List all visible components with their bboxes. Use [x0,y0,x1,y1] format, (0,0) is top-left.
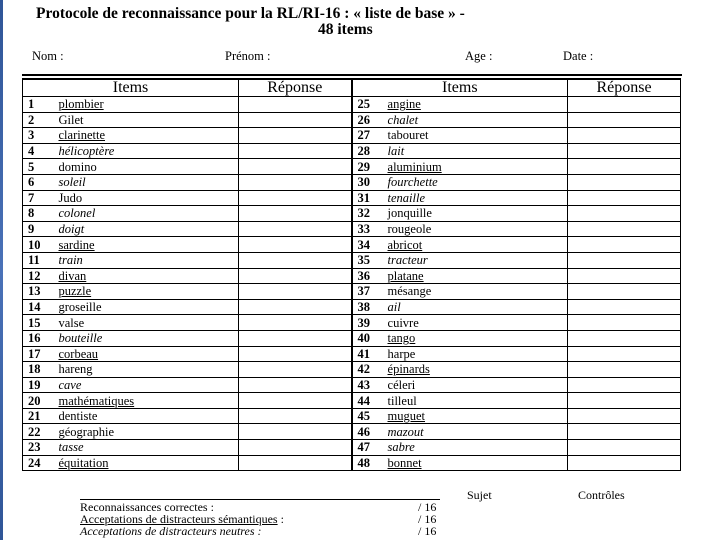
item-word-cell [53,268,239,284]
item-number: 36 [352,268,382,284]
summary-neutral-label: Acceptations de distracteurs neutres : [80,524,262,538]
item-number: 24 [23,455,53,471]
table-row [23,393,681,409]
summary-neutral [80,524,437,539]
item-word: domino [58,159,97,174]
item-word: cave [58,377,82,392]
header-rule [22,74,682,76]
item-word-cell [382,377,568,393]
item-number: 39 [352,315,382,331]
table-row [23,424,681,440]
response-cell[interactable] [239,284,352,300]
response-cell[interactable] [239,237,352,253]
response-cell[interactable] [568,362,681,378]
item-number: 19 [23,377,53,393]
response-cell[interactable] [568,128,681,144]
response-cell[interactable] [239,97,352,113]
item-word: colonel [58,206,96,221]
item-word: groseille [58,300,102,315]
table-row [23,237,681,253]
slide-left-border [0,0,3,540]
response-cell[interactable] [239,393,352,409]
item-word-cell [53,393,239,409]
item-word: hareng [58,362,93,377]
item-word-cell [382,190,568,206]
item-number: 18 [23,362,53,378]
response-cell[interactable] [568,97,681,113]
title-line-1: Protocole de reconnaissance pour la RL/RI-16 : « liste de base » - [36,5,465,22]
item-word: divan [58,268,87,283]
response-cell[interactable] [239,174,352,190]
item-number: 4 [23,143,53,159]
item-number: 37 [352,284,382,300]
field-age: Age : [465,49,493,63]
item-word: mathématiques [58,393,135,408]
item-word-cell [382,143,568,159]
item-number: 27 [352,128,382,144]
item-word: tabouret [387,128,429,143]
item-word: tenaille [387,190,426,205]
item-word: équitation [58,455,109,470]
response-cell[interactable] [239,206,352,222]
item-word-cell [53,299,239,315]
field-prenom: Prénom : [225,49,271,63]
response-cell[interactable] [568,221,681,237]
table-row [23,440,681,456]
response-cell[interactable] [239,377,352,393]
response-cell[interactable] [568,252,681,268]
item-number: 16 [23,330,53,346]
response-cell[interactable] [568,112,681,128]
item-number: 47 [352,440,382,456]
response-cell[interactable] [239,330,352,346]
header-reponse-left: Réponse [239,79,352,97]
item-word-cell [53,346,239,362]
item-number: 10 [23,237,53,253]
item-word: tasse [58,440,84,455]
item-word: abricot [387,237,423,252]
summary-correct-score: / 16 [418,500,437,514]
item-word-cell [53,440,239,456]
item-word: platane [387,268,424,283]
item-word: hélicoptère [58,144,115,159]
response-cell[interactable] [568,455,681,471]
item-word: mésange [387,284,432,299]
response-cell[interactable] [239,408,352,424]
response-cell[interactable] [568,206,681,222]
item-word-cell [53,97,239,113]
response-cell[interactable] [239,362,352,378]
item-word-cell [382,362,568,378]
item-word-cell [382,174,568,190]
item-word-cell [53,455,239,471]
item-number: 1 [23,97,53,113]
response-cell[interactable] [568,330,681,346]
item-word-cell [382,299,568,315]
response-cell[interactable] [239,252,352,268]
item-word: cuivre [387,315,419,330]
response-cell[interactable] [239,440,352,456]
item-word-cell [53,143,239,159]
footer-sujet: Sujet [467,488,492,502]
item-number: 41 [352,346,382,362]
item-number: 38 [352,299,382,315]
item-number: 40 [352,330,382,346]
item-word: ail [387,300,401,315]
item-number: 46 [352,424,382,440]
item-word-cell [382,159,568,175]
item-word: doigt [58,222,85,237]
item-number: 23 [23,440,53,456]
response-cell[interactable] [568,284,681,300]
item-word-cell [382,408,568,424]
item-word: rougeole [387,222,432,237]
item-word: bouteille [58,331,103,346]
response-cell[interactable] [239,299,352,315]
item-word-cell [53,206,239,222]
item-number: 11 [23,252,53,268]
item-number: 32 [352,206,382,222]
item-word-cell [53,174,239,190]
table-row [23,206,681,222]
item-number: 30 [352,174,382,190]
response-cell[interactable] [239,221,352,237]
response-cell[interactable] [239,159,352,175]
item-word: tango [387,331,416,346]
item-word: chalet [387,112,419,127]
item-word: céleri [387,377,416,392]
document-title [36,6,676,38]
table-row [23,221,681,237]
response-cell[interactable] [568,315,681,331]
table-row [23,362,681,378]
response-cell[interactable] [239,128,352,144]
item-number: 34 [352,237,382,253]
table-row [23,159,681,175]
item-word-cell [382,206,568,222]
table-row [23,112,681,128]
item-word-cell [382,221,568,237]
item-word: tracteur [387,253,428,268]
item-number: 2 [23,112,53,128]
item-word: dentiste [58,409,98,424]
summary-correct-label: Reconnaissances correctes : [80,500,214,514]
item-word: épinards [387,362,430,377]
item-number: 8 [23,206,53,222]
table-row [23,284,681,300]
patient-fields [0,49,720,67]
item-number: 26 [352,112,382,128]
response-cell[interactable] [568,237,681,253]
response-cell[interactable] [239,268,352,284]
response-cell[interactable] [568,408,681,424]
item-word: harpe [387,346,416,361]
table-row [23,97,681,113]
item-number: 29 [352,159,382,175]
summary-neutral-score: / 16 [418,524,437,538]
table-row [23,408,681,424]
item-word-cell [53,424,239,440]
item-word-cell [382,128,568,144]
item-number: 9 [23,221,53,237]
item-word-cell [53,330,239,346]
response-cell[interactable] [239,315,352,331]
item-word: plombier [58,97,104,112]
response-cell[interactable] [568,440,681,456]
table-row [23,377,681,393]
item-word-cell [382,315,568,331]
response-cell[interactable] [239,346,352,362]
item-number: 48 [352,455,382,471]
item-number: 33 [352,221,382,237]
field-date: Date : [563,49,594,63]
item-word-cell [53,408,239,424]
item-number: 28 [352,143,382,159]
item-word-cell [382,455,568,471]
item-word-cell [53,377,239,393]
item-word: Judo [58,190,83,205]
item-word-cell [53,237,239,253]
item-number: 35 [352,252,382,268]
table-row [23,252,681,268]
item-word-cell [382,252,568,268]
item-number: 45 [352,408,382,424]
item-word-cell [53,128,239,144]
response-cell[interactable] [239,143,352,159]
footer-controles: Contrôles [578,488,625,502]
item-word: corbeau [58,346,99,361]
item-number: 15 [23,315,53,331]
table-row [23,346,681,362]
item-word: lait [387,144,405,159]
item-word: angine [387,97,421,112]
table-row [23,299,681,315]
item-number: 3 [23,128,53,144]
response-cell[interactable] [568,346,681,362]
item-word-cell [53,159,239,175]
item-word-cell [53,284,239,300]
item-word-cell [382,237,568,253]
item-word: aluminium [387,159,442,174]
table-row [23,128,681,144]
item-word-cell [53,252,239,268]
item-number: 43 [352,377,382,393]
item-word-cell [53,112,239,128]
item-number: 31 [352,190,382,206]
response-cell[interactable] [239,424,352,440]
field-nom: Nom : [32,49,64,63]
item-number: 42 [352,362,382,378]
item-word: train [58,253,83,268]
table-row [23,455,681,471]
response-cell[interactable] [239,112,352,128]
item-word: mazout [387,424,424,439]
response-cell[interactable] [568,377,681,393]
item-number: 13 [23,284,53,300]
item-word: tilleul [387,393,417,408]
response-cell[interactable] [568,424,681,440]
item-number: 21 [23,408,53,424]
item-number: 17 [23,346,53,362]
item-word-cell [382,330,568,346]
item-word: bonnet [387,455,422,470]
item-word: Gilet [58,112,84,127]
item-word: clarinette [58,128,105,143]
response-cell[interactable] [568,299,681,315]
title-line-2: 48 items [318,21,373,38]
response-cell[interactable] [568,174,681,190]
item-number: 44 [352,393,382,409]
table-row [23,268,681,284]
item-number: 22 [23,424,53,440]
items-table [22,78,681,471]
table-row [23,174,681,190]
item-word: puzzle [58,284,92,299]
table-row [23,315,681,331]
item-word-cell [53,315,239,331]
item-word: jonquille [387,206,432,221]
item-word-cell [382,393,568,409]
item-word-cell [382,112,568,128]
item-word: fourchette [387,175,438,190]
item-word: valse [58,315,85,330]
item-number: 25 [352,97,382,113]
header-items-left: Items [23,79,239,97]
item-number: 12 [23,268,53,284]
summary-semantic-label: Acceptations de distracteurs sémantiques [80,512,278,526]
item-word-cell [382,440,568,456]
item-number: 5 [23,159,53,175]
item-word-cell [53,190,239,206]
table-row [23,143,681,159]
item-number: 14 [23,299,53,315]
response-cell[interactable] [239,190,352,206]
response-cell[interactable] [568,393,681,409]
response-cell[interactable] [568,190,681,206]
item-word-cell [382,268,568,284]
item-word: soleil [58,175,86,190]
item-word-cell [382,284,568,300]
item-number: 20 [23,393,53,409]
item-number: 7 [23,190,53,206]
item-number: 6 [23,174,53,190]
item-word: sardine [58,237,95,252]
response-cell[interactable] [239,455,352,471]
summary-semantic-score: / 16 [418,512,437,526]
table-header-row [23,79,681,97]
item-word: muguet [387,409,426,424]
item-word-cell [382,346,568,362]
item-word: géographie [58,424,115,439]
table-row [23,190,681,206]
header-items-right: Items [352,79,568,97]
item-word-cell [53,221,239,237]
table-row [23,330,681,346]
item-word-cell [382,97,568,113]
response-cell[interactable] [568,143,681,159]
response-cell[interactable] [568,268,681,284]
summary-semantic-colon: : [277,512,284,526]
item-word-cell [53,362,239,378]
response-cell[interactable] [568,159,681,175]
header-reponse-right: Réponse [568,79,681,97]
item-word: sabre [387,440,415,455]
item-word-cell [382,424,568,440]
